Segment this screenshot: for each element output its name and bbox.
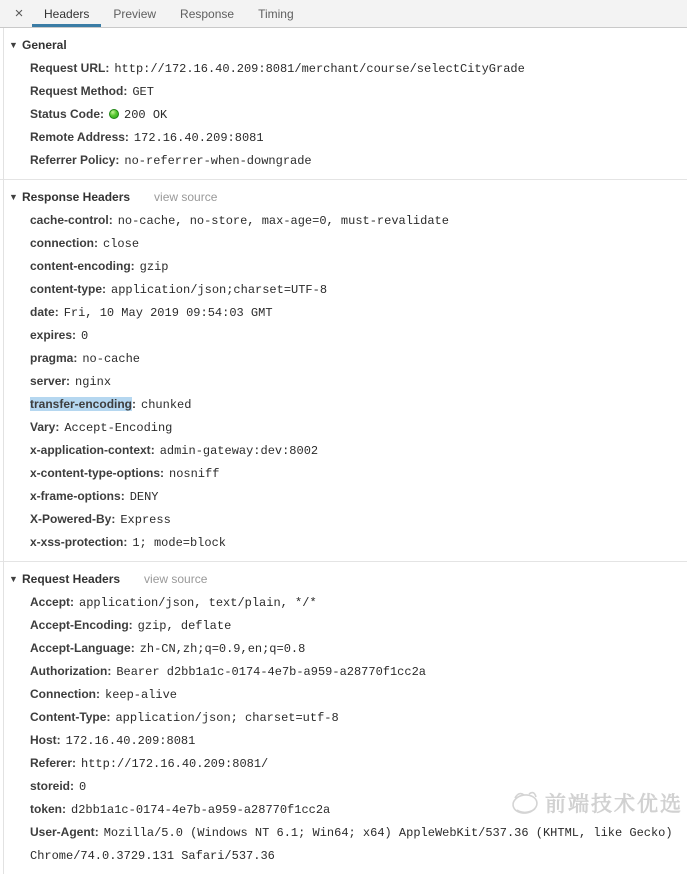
- header-row: [4, 370, 683, 393]
- header-name: date:: [30, 305, 59, 319]
- header-name: Accept-Encoding:: [30, 618, 133, 632]
- header-value: http://172.16.40.209:8081/: [81, 757, 269, 771]
- header-row: [4, 255, 683, 278]
- header-value: keep-alive: [105, 688, 178, 702]
- header-name: Host:: [30, 733, 61, 747]
- header-value: close: [103, 237, 140, 251]
- devtools-tab-bar: [0, 0, 687, 28]
- header-name: connection:: [30, 236, 99, 250]
- header-value: 0: [79, 780, 87, 794]
- headers-section: [0, 28, 687, 179]
- header-value: 1; mode=block: [132, 536, 226, 550]
- header-value: d2bb1a1c-0174-4e7b-a959-a28770f1cc2a: [71, 803, 331, 817]
- header-value: Bearer d2bb1a1c-0174-4e7b-a959-a28770f1cc2a: [116, 665, 426, 679]
- header-value: no-referrer-when-downgrade: [124, 154, 312, 168]
- header-name: Status Code:: [30, 107, 105, 121]
- header-name: X-Powered-By:: [30, 512, 116, 526]
- header-row: [4, 416, 683, 439]
- collapse-arrow-icon: ▼: [9, 574, 18, 584]
- header-name: x-xss-protection:: [30, 535, 128, 549]
- header-row: [4, 126, 683, 149]
- header-row: [4, 683, 683, 706]
- header-row: [4, 752, 683, 775]
- header-name: x-frame-options:: [30, 489, 125, 503]
- header-value: nosniff: [169, 467, 220, 481]
- header-value: application/json; charset=utf-8: [115, 711, 339, 725]
- header-value: 172.16.40.209:8081: [133, 131, 264, 145]
- header-value: 172.16.40.209:8081: [65, 734, 196, 748]
- header-row: [4, 591, 683, 614]
- section-rows: [4, 209, 683, 554]
- header-row: [4, 729, 683, 752]
- header-name: cache-control:: [30, 213, 113, 227]
- header-value: Accept-Encoding: [64, 421, 173, 435]
- header-value: Express: [120, 513, 171, 527]
- header-value: no-cache: [82, 352, 140, 366]
- header-name: server:: [30, 374, 71, 388]
- header-row: [4, 775, 683, 798]
- header-row: [4, 209, 683, 232]
- header-value: http://172.16.40.209:8081/merchant/course/selectCityGrade: [114, 62, 525, 76]
- header-name: Referrer Policy:: [30, 153, 120, 167]
- section-rows: [4, 591, 683, 867]
- close-icon[interactable]: ×: [14, 5, 24, 22]
- section-title: Response Headers: [22, 190, 131, 204]
- header-name: Accept-Language:: [30, 641, 135, 655]
- header-row: [4, 393, 683, 416]
- header-name: Connection:: [30, 687, 100, 701]
- header-row: [4, 821, 683, 867]
- header-row: [4, 103, 683, 126]
- header-value: gzip: [139, 260, 169, 274]
- header-row: [4, 637, 683, 660]
- header-row: [4, 149, 683, 172]
- header-name: Content-Type:: [30, 710, 111, 724]
- tab-response[interactable]: Response: [180, 6, 235, 21]
- header-value: chunked: [141, 398, 192, 412]
- header-value: GET: [132, 85, 154, 99]
- tab-headers[interactable]: Headers: [32, 0, 101, 27]
- header-value: no-cache, no-store, max-age=0, must-revalidate: [117, 214, 449, 228]
- section-toggle[interactable]: [4, 33, 683, 57]
- header-row: [4, 57, 683, 80]
- header-value: zh-CN,zh;q=0.9,en;q=0.8: [139, 642, 306, 656]
- header-name: storeid:: [30, 779, 75, 793]
- header-name: Request Method:: [30, 84, 128, 98]
- header-row: [4, 439, 683, 462]
- header-value: admin-gateway:dev:8002: [159, 444, 319, 458]
- header-row: [4, 301, 683, 324]
- header-name: Vary:: [30, 420, 60, 434]
- header-row: [4, 485, 683, 508]
- collapse-arrow-icon: ▼: [9, 40, 18, 50]
- header-row: [4, 660, 683, 683]
- header-row: [4, 278, 683, 301]
- section-title: General: [22, 38, 67, 52]
- header-name: token:: [30, 802, 67, 816]
- header-name: User-Agent:: [30, 825, 99, 839]
- header-row: [4, 798, 683, 821]
- view-source-link[interactable]: view source: [144, 572, 208, 586]
- headers-section: [0, 561, 687, 874]
- header-row: [4, 531, 683, 554]
- header-value: nginx: [75, 375, 112, 389]
- header-row: [4, 232, 683, 255]
- header-row: [4, 706, 683, 729]
- header-name: content-encoding:: [30, 259, 135, 273]
- header-row: [4, 614, 683, 637]
- section-toggle[interactable]: [4, 185, 683, 209]
- section-toggle[interactable]: [4, 567, 683, 591]
- header-name: Authorization:: [30, 664, 112, 678]
- view-source-link[interactable]: view source: [154, 190, 218, 204]
- header-row: [4, 324, 683, 347]
- tab-timing[interactable]: Timing: [258, 6, 294, 21]
- header-name: pragma:: [30, 351, 78, 365]
- status-green-dot-icon: [109, 109, 119, 119]
- header-value: gzip, deflate: [137, 619, 232, 633]
- headers-content: [0, 28, 687, 874]
- header-name: Remote Address:: [30, 130, 129, 144]
- collapse-arrow-icon: ▼: [9, 192, 18, 202]
- header-value: Fri, 10 May 2019 09:54:03 GMT: [63, 306, 273, 320]
- tab-preview[interactable]: Preview: [113, 6, 157, 21]
- header-value: application/json, text/plain, */*: [79, 596, 317, 610]
- header-name: Accept:: [30, 595, 75, 609]
- header-value: 200 OK: [109, 108, 167, 122]
- header-row: [4, 347, 683, 370]
- section-rows: [4, 57, 683, 172]
- header-row: [4, 462, 683, 485]
- header-name: transfer-encoding:: [30, 397, 137, 411]
- header-row: [4, 508, 683, 531]
- watermark-text: 前端技术优选: [545, 793, 683, 816]
- header-name: expires:: [30, 328, 77, 342]
- header-name: x-content-type-options:: [30, 466, 164, 480]
- header-row: [4, 80, 683, 103]
- header-value: DENY: [129, 490, 159, 504]
- header-name: Referer:: [30, 756, 77, 770]
- headers-section: [0, 179, 687, 561]
- header-value: 0: [81, 329, 89, 343]
- header-value: Mozilla/5.0 (Windows NT 6.1; Win64; x64) AppleWebKit/537.36 (KHTML, like Gecko) Chrome/74.0.3729.131 Safari/537.36: [30, 826, 673, 863]
- header-name: content-type:: [30, 282, 106, 296]
- header-name: x-application-context:: [30, 443, 155, 457]
- header-name: Request URL:: [30, 61, 110, 75]
- section-title: Request Headers: [22, 572, 121, 586]
- header-value: application/json;charset=UTF-8: [111, 283, 328, 297]
